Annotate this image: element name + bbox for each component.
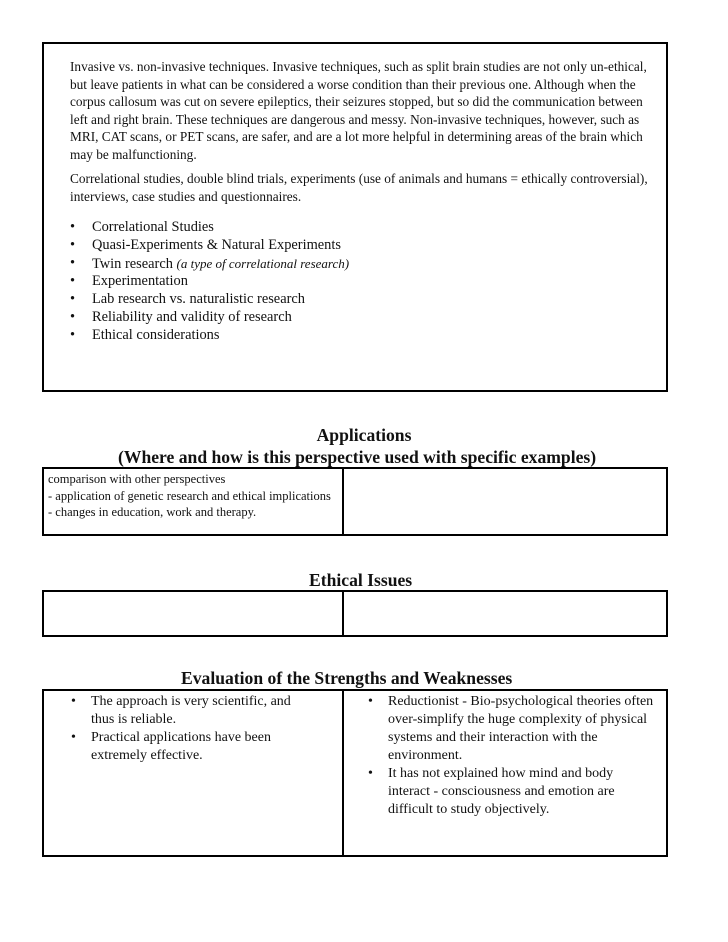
column-divider xyxy=(342,691,344,855)
research-methods-paragraph: Correlational studies, double blind trials, experiments (use of animals and humans = ethically controversial), interviews, case studies and questionnaires. xyxy=(70,171,648,204)
list-item: • Lab research vs. naturalistic research xyxy=(68,291,349,309)
ethical-issues-table xyxy=(42,590,668,637)
strengths-list xyxy=(69,693,317,765)
column-divider xyxy=(342,469,344,534)
list-item: • Quasi-Experiments & Natural Experiments xyxy=(68,237,349,255)
column-divider xyxy=(342,592,344,635)
evaluation-heading: Evaluation of the Strengths and Weaknesses xyxy=(181,668,513,688)
list-item: • Reductionist - Bio-psychological theories often over-simplify the huge complexity of physical systems and their interaction with the environment. xyxy=(366,693,658,765)
twin-research-note: (a type of correlational research) xyxy=(176,255,350,271)
applications-left-cell xyxy=(48,471,338,521)
research-methods-box xyxy=(42,42,668,392)
applications-line: - changes in education, work and therapy. xyxy=(48,505,257,519)
weaknesses-list xyxy=(366,693,658,819)
list-item: • Experimentation xyxy=(68,273,349,291)
list-item: • It has not explained how mind and body interact - consciousness and emotion are difficult to study objectively. xyxy=(366,765,658,819)
applications-line: - application of genetic research and ethical implications xyxy=(48,488,331,503)
list-item: • The approach is very scientific, and thus is reliable. xyxy=(69,693,317,729)
list-item: • Reliability and validity of research xyxy=(68,309,349,327)
applications-line: comparison with other perspectives xyxy=(48,472,226,486)
list-item: • Practical applications have been extremely effective. xyxy=(69,729,317,765)
applications-heading: Applications xyxy=(316,425,412,445)
applications-subheading: (Where and how is this perspective used with specific examples) xyxy=(118,447,597,467)
list-item: • Correlational Studies xyxy=(68,219,349,237)
research-methods-list xyxy=(68,219,349,345)
invasive-techniques-paragraph: Invasive vs. non-invasive techniques. Invasive techniques, such as split brain studies are not only un-ethical, but leave patients in what can be considered a worse condition than their previous one. Although when the corpus callosum was cut on severe epileptics, their seizures stopped, but so did the communication between left and right brain. These techniques are dangerous and messy. Non-invasive techniques, however, such as MRI, CAT scans, or PET scans, are safer, and are a lot more helpful in determining areas of the brain which may be malfunctioning. xyxy=(70,59,647,162)
evaluation-table xyxy=(42,689,668,857)
ethical-issues-heading: Ethical Issues xyxy=(309,570,413,590)
list-item: • Twin research (a type of correlational research) xyxy=(68,255,349,274)
list-item: • Ethical considerations xyxy=(68,327,349,345)
applications-table xyxy=(42,467,668,536)
